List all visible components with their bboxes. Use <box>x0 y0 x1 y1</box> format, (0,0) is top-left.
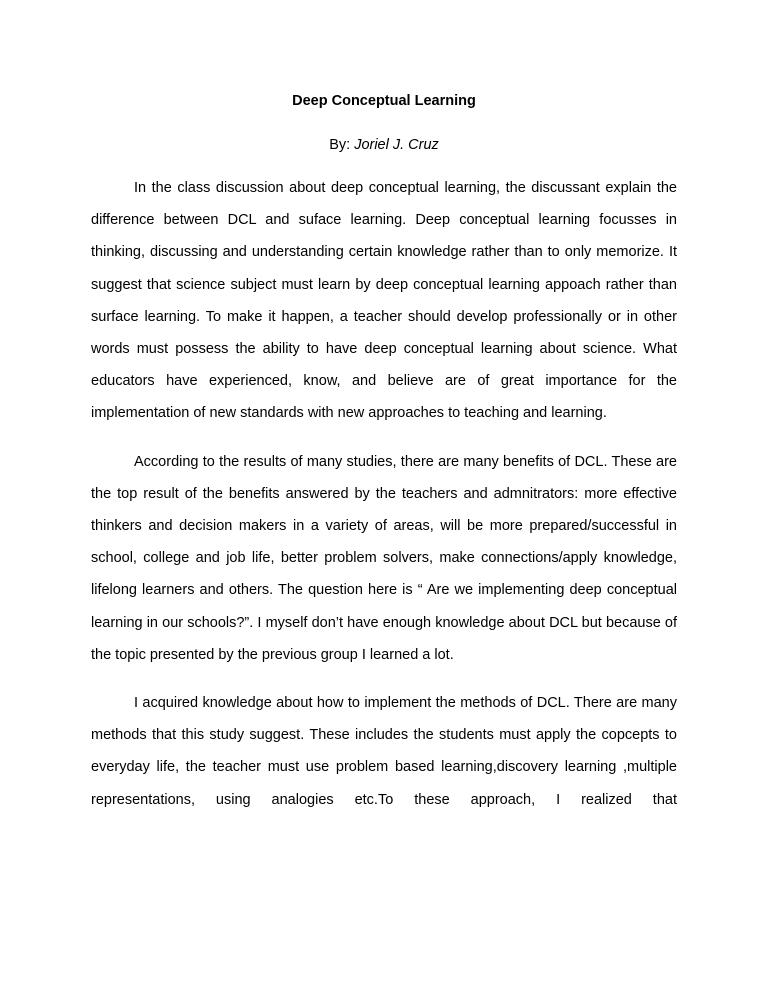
paragraph-2: According to the results of many studies, there are many benefits of DCL. These are the top result of the benefits answered by the teachers and admnitrators: more effective thinkers and decision makers in a variety of areas, will be more prepared/successful in school, college and job life, better problem solvers, make connections/apply knowledge, lifelong learners and others. The question here is “ Are we implementing deep conceptual learning in our schools?”. I myself don’t have enough knowledge about DCL but because of the topic presented by the previous group I learned a lot. <box>91 453 677 663</box>
paragraph-3: I acquired knowledge about how to implement the methods of DCL. There are many methods that this study suggest. These includes the students must apply the copcepts to everyday life, the teacher must use problem based learning,discovery learning ,multiple representations, using analogies etc.To these approach, I realized that <box>91 695 677 808</box>
byline <box>0 136 768 154</box>
document-body <box>91 172 677 832</box>
author-name: Joriel J. Cruz <box>354 137 439 153</box>
document-title: Deep Conceptual Learning <box>292 93 476 109</box>
byline-prefix: By: <box>329 137 355 153</box>
paragraph-1: In the class discussion about deep conceptual learning, the discussant explain the difference between DCL and suface learning. Deep conceptual learning focusses in thinking, discussing and understanding certain knowledge rather than to only memorize. It suggest that science subject must learn by deep conceptual learning appoach rather than surface learning. To make it happen, a teacher should develop professionally or in other words must possess the ability to have deep conceptual learning about science. What educators have experienced, know, and believe are of great importance for the implementation of new standards with new approaches to teaching and learning. <box>91 180 677 422</box>
